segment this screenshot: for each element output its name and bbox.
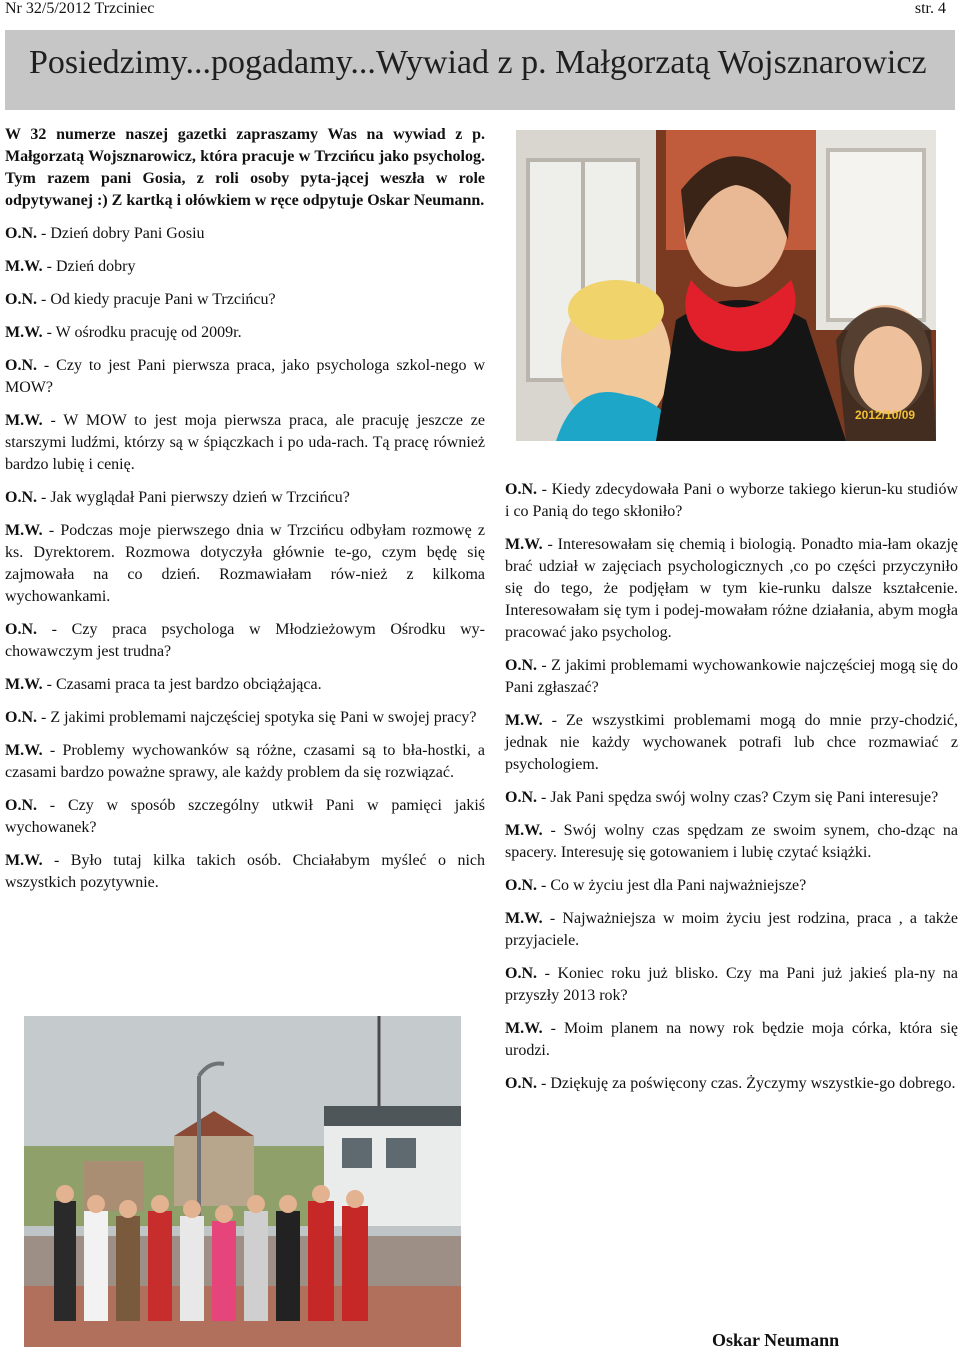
speaker-initials: M.W. bbox=[5, 412, 43, 429]
speaker-initials: O.N. bbox=[5, 225, 37, 242]
interview-line bbox=[5, 674, 485, 696]
speaker-initials: O.N. bbox=[5, 797, 37, 814]
left-column bbox=[5, 124, 485, 905]
speaker-initials: M.W. bbox=[5, 522, 43, 539]
page-header bbox=[0, 0, 960, 22]
speaker-initials: O.N. bbox=[5, 621, 37, 638]
photo-bottom-illustration bbox=[24, 1016, 461, 1347]
page-number: str. 4 bbox=[914, 0, 946, 17]
interview-text: - W MOW to jest moja pierwsza praca, ale pracuję jeszcze ze starszymi ludźmi, którzy są w śpiączkach i po uda-rach. Tą pracę również bardzo lubię i cenię. bbox=[5, 412, 485, 473]
interview-line bbox=[5, 355, 485, 399]
interview-line bbox=[505, 963, 958, 1007]
interview-text: - Było tutaj kilka takich osób. Chciałabym myśleć o nich wszystkich pozytywnie. bbox=[5, 852, 485, 891]
interview-text: - Interesowałam się chemią i biologią. Ponadto mia-łam okazję brać udział w zajęciach psychologicznych ,co po części przyczyniło się do tego, że podjęłam w tym kie-runku dalsze kształcenie. Interesowałam się tym i podej-mowałam różne działania, abym mogła pracować jako psycholog. bbox=[505, 536, 958, 641]
speaker-initials: M.W. bbox=[5, 258, 43, 275]
photo-group-by-boat bbox=[24, 1016, 461, 1347]
interview-text: - W ośrodku pracuję od 2009r. bbox=[42, 324, 242, 341]
interview-text: - Moim planem na nowy rok będzie moja córka, która się urodzi. bbox=[505, 1020, 958, 1059]
interview-text: - Z jakimi problemami najczęściej spotyka się Pani w swojej pracy? bbox=[37, 709, 477, 726]
interview-text: - Koniec roku już blisko. Czy ma Pani już jakieś pla-ny na przyszły 2013 rok? bbox=[505, 965, 958, 1004]
interview-line bbox=[505, 534, 958, 644]
interview-text: - Podczas moje pierwszego dnia w Trzcińcu odbyłam rozmowę z ks. Dyrektorem. Rozmowa dotyczyła głównie te-go, czym będę się zajmowała na co dzień. Rozmawiałam rów-nież z kilkoma wychowankami. bbox=[5, 522, 485, 605]
speaker-initials: M.W. bbox=[505, 822, 543, 839]
speaker-initials: O.N. bbox=[5, 291, 37, 308]
interview-text: - Czy w sposób szczególny utkwił Pani w pamięci jakiś wychowanek? bbox=[5, 797, 485, 836]
speaker-initials: M.W. bbox=[505, 1020, 543, 1037]
interview-line bbox=[5, 410, 485, 476]
interview-line bbox=[505, 1018, 958, 1062]
speaker-initials: O.N. bbox=[505, 877, 537, 894]
photo-psychologist-with-girls bbox=[516, 130, 936, 441]
interview-text: - Z jakimi problemami wychowankowie najczęściej mogą się do Pani zgłaszać? bbox=[505, 657, 958, 696]
speaker-initials: O.N. bbox=[505, 789, 537, 806]
interview-text: - Dzień dobry bbox=[42, 258, 136, 275]
interview-line bbox=[5, 256, 485, 278]
issue-number: Nr 32/5/2012 Trzciniec bbox=[5, 0, 155, 17]
interview-text: - Swój wolny czas spędzam ze swoim synem, cho-dząc na spacery. Interesuję się gotowaniem i lubię czytać książki. bbox=[505, 822, 958, 861]
interview-line bbox=[5, 619, 485, 663]
interview-line bbox=[505, 787, 958, 809]
interview-line bbox=[505, 875, 958, 897]
speaker-initials: O.N. bbox=[5, 709, 37, 726]
interview-text: - Dziękuję za poświęcony czas. Życzymy wszystkie-go dobrego. bbox=[537, 1075, 956, 1092]
speaker-initials: O.N. bbox=[505, 1075, 537, 1092]
speaker-initials: M.W. bbox=[5, 742, 43, 759]
photo-date-stamp: 2012/10/09 bbox=[855, 408, 916, 422]
interview-text: - Czasami praca ta jest bardzo obciążająca. bbox=[42, 676, 322, 693]
left-interview bbox=[5, 223, 485, 894]
interview-text: - Czy praca psychologa w Młodzieżowym Ośrodku wy-chowawczym jest trudna? bbox=[5, 621, 485, 660]
interview-line bbox=[505, 1073, 958, 1095]
interview-line bbox=[5, 795, 485, 839]
title-bar bbox=[5, 30, 955, 110]
interview-text: - Jak Pani spędza swój wolny czas? Czym się Pani interesuje? bbox=[537, 789, 939, 806]
author-signature: Oskar Neumann bbox=[712, 1330, 840, 1350]
interview-line bbox=[5, 322, 485, 344]
speaker-initials: O.N. bbox=[505, 481, 537, 498]
interview-text: - Problemy wychowanków są różne, czasami są to bła-hostki, a czasami bardzo poważne sprawy, ale każdy problem da się rozwiązać. bbox=[5, 742, 485, 781]
interview-line bbox=[505, 908, 958, 952]
article-title: Posiedzimy...pogadamy...Wywiad z p. Małgorzatą Wojsznarowicz bbox=[29, 44, 927, 81]
speaker-initials: M.W. bbox=[5, 852, 43, 869]
interview-line bbox=[505, 820, 958, 864]
interview-text: - Od kiedy pracuje Pani w Trzcińcu? bbox=[37, 291, 276, 308]
interview-line bbox=[5, 289, 485, 311]
interview-line bbox=[505, 710, 958, 776]
interview-text: - Czy to jest Pani pierwsza praca, jako psychologa szkol-nego w MOW? bbox=[5, 357, 485, 396]
interview-line bbox=[5, 520, 485, 608]
interview-text: - Ze wszystkimi problemami mogą do mnie przy-chodzić, jednak nie każdy wychowanek potrafi lub chce rozmawiać z psychologiem. bbox=[505, 712, 958, 773]
interview-line bbox=[5, 707, 485, 729]
interview-line bbox=[5, 850, 485, 894]
speaker-initials: M.W. bbox=[505, 910, 543, 927]
speaker-initials: M.W. bbox=[5, 324, 43, 341]
photo-top-illustration bbox=[516, 130, 936, 441]
speaker-initials: O.N. bbox=[5, 357, 37, 374]
interview-line bbox=[505, 655, 958, 699]
speaker-initials: O.N. bbox=[505, 965, 537, 982]
speaker-initials: M.W. bbox=[505, 536, 543, 553]
intro-paragraph: W 32 numerze naszej gazetki zapraszamy Was na wywiad z p. Małgorzatą Wojsznarowicz, która pracuje w Trzcińcu jako psycholog. Tym razem pani Gosia, z roli osoby pyta-jącej weszła w role odpytywanej :) Z kartką i ołówkiem w ręce odpytuje Oskar Neumann. bbox=[5, 126, 485, 209]
interview-text: - Co w życiu jest dla Pani najważniejsze? bbox=[537, 877, 807, 894]
speaker-initials: M.W. bbox=[5, 676, 43, 693]
right-interview bbox=[505, 479, 958, 1095]
interview-text: - Dzień dobry Pani Gosiu bbox=[37, 225, 205, 242]
interview-line bbox=[505, 479, 958, 523]
interview-text: - Najważniejsza w moim życiu jest rodzina, praca , a także przyjaciele. bbox=[505, 910, 958, 949]
interview-line bbox=[5, 740, 485, 784]
interview-text: - Jak wyglądał Pani pierwszy dzień w Trzcińcu? bbox=[37, 489, 350, 506]
right-column bbox=[505, 479, 958, 1106]
speaker-initials: M.W. bbox=[505, 712, 543, 729]
interview-line bbox=[5, 487, 485, 509]
interview-text: - Kiedy zdecydowała Pani o wyborze takiego kierun-ku studiów i co Panią do tego skłoniło? bbox=[505, 481, 958, 520]
speaker-initials: O.N. bbox=[5, 489, 37, 506]
speaker-initials: O.N. bbox=[505, 657, 537, 674]
interview-line bbox=[5, 223, 485, 245]
